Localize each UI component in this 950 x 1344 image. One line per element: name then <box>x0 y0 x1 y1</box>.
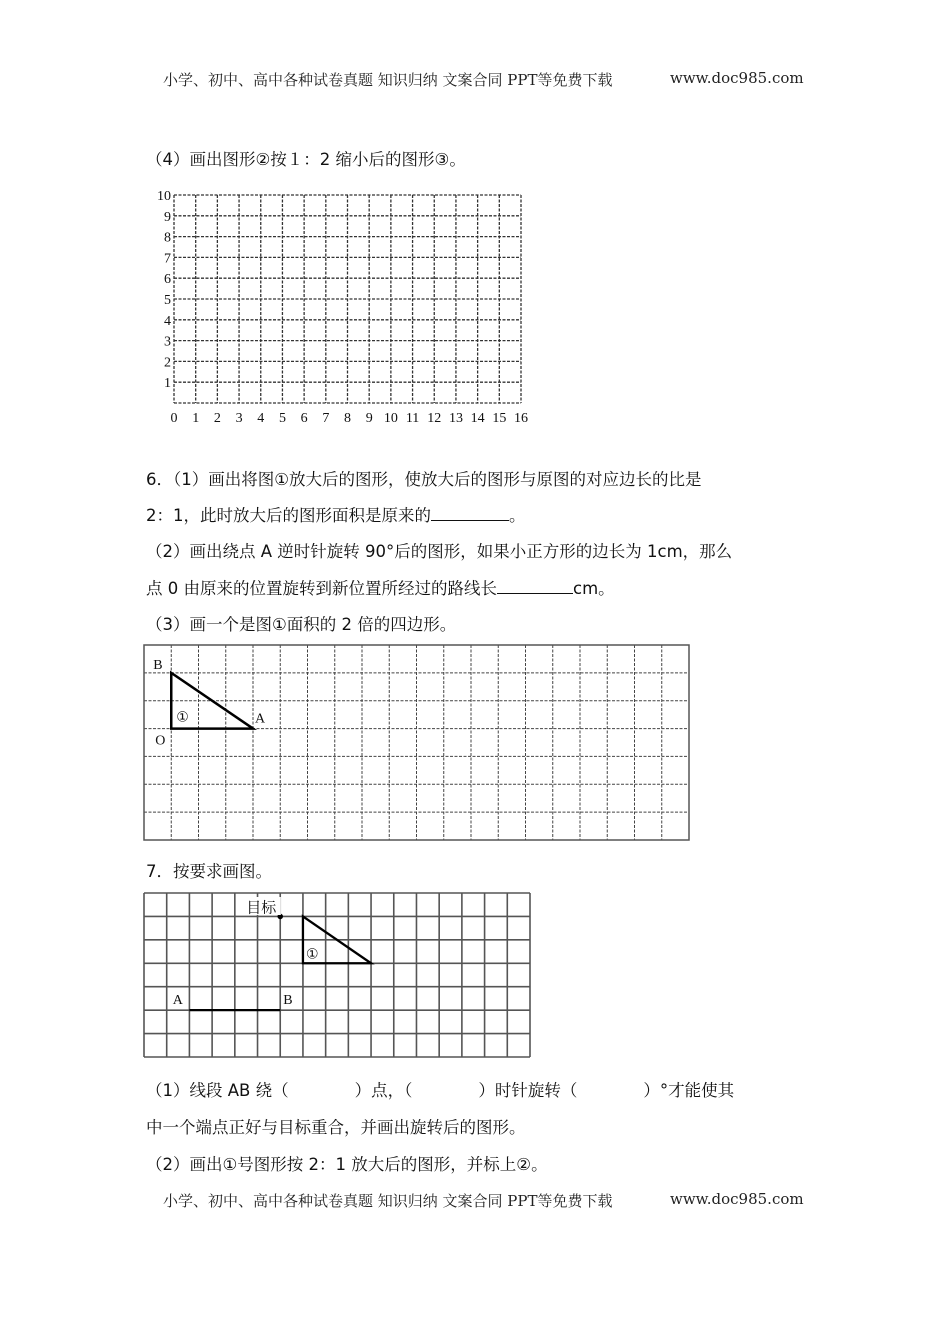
question-7-title: 7．按要求画图。 <box>146 862 272 881</box>
target-label: 目标 <box>246 898 277 917</box>
y-tick-label: 3 <box>164 334 171 350</box>
x-tick-label: 7 <box>322 411 330 426</box>
label-A: A <box>172 993 183 1009</box>
question-6-line1: 6．（1）画出将图①放大后的图形，使放大后的图形与原图的对应边长的比是 <box>146 470 702 489</box>
q6-line4-text: 点 0 由原来的位置旋转到新位置所经过的路线长 <box>146 579 497 598</box>
shape-label-1: ① <box>176 710 189 726</box>
q6-line2-text: 2：1，此时放大后的图形面积是原来的 <box>146 506 431 525</box>
y-tick-label: 5 <box>164 293 171 308</box>
x-tick-label: 9 <box>365 411 373 426</box>
header-text: 小学、初中、高中各种试卷真题 知识归纳 文案合同 PPT等免费下载 <box>163 71 613 89</box>
question-7-line2: 中一个端点正好与目标重合，并画出旋转后的图形。 <box>146 1118 526 1137</box>
x-tick-label: 1 <box>192 411 200 426</box>
label-B: B <box>283 993 293 1009</box>
x-tick-label: 11 <box>405 411 420 426</box>
question-6-line5: （3）画一个是图①面积的 2 倍的四边形。 <box>146 615 457 634</box>
y-tick-label: 9 <box>164 209 171 225</box>
x-tick-label: 10 <box>383 411 398 426</box>
header-url: www.doc985.com <box>670 69 804 87</box>
footer-url: www.doc985.com <box>670 1190 804 1208</box>
question-5-4: （4）画出图形②按１：2 缩小后的图形③。 <box>146 150 466 169</box>
y-tick-label: 4 <box>164 313 171 329</box>
y-tick-label: 10 <box>157 189 171 204</box>
y-tick-label: 7 <box>164 251 171 267</box>
x-tick-label: 3 <box>235 411 243 426</box>
q6-line4-end: cm。 <box>573 579 615 598</box>
x-tick-label: 16 <box>514 411 528 426</box>
label-A: A <box>255 711 266 727</box>
y-tick-label: 2 <box>164 355 171 371</box>
x-tick-label: 6 <box>300 411 308 426</box>
label-B: B <box>153 657 163 673</box>
x-tick-label: 4 <box>257 411 265 426</box>
question-7-line3: （2）画出①号图形按 2：1 放大后的图形，并标上②。 <box>146 1155 548 1174</box>
q6-line2-end: 。 <box>509 506 526 525</box>
x-tick-label: 5 <box>278 411 286 426</box>
x-tick-label: 15 <box>492 411 507 426</box>
x-tick-label: 14 <box>470 411 485 426</box>
y-tick-label: 6 <box>164 272 171 288</box>
question-7-line1: （1）线段 AB 绕（ ）点，（ ）时针旋转（ ）°才能使其 <box>146 1081 735 1100</box>
y-tick-label: 1 <box>164 376 171 392</box>
x-tick-label: 2 <box>213 411 221 426</box>
shape-label-1: ① <box>305 947 319 963</box>
footer-text: 小学、初中、高中各种试卷真题 知识归纳 文案合同 PPT等免费下载 <box>163 1192 613 1210</box>
label-O: O <box>155 733 166 749</box>
y-tick-label: 8 <box>164 230 171 246</box>
x-tick-label: 13 <box>448 411 463 426</box>
x-tick-label: 0 <box>170 411 178 426</box>
x-tick-label: 12 <box>427 411 442 426</box>
question-6-line3: （2）画出绕点 A 逆时针旋转 90°后的图形，如果小正方形的边长为 1cm，那么 <box>146 542 733 561</box>
x-tick-label: 8 <box>344 411 351 426</box>
